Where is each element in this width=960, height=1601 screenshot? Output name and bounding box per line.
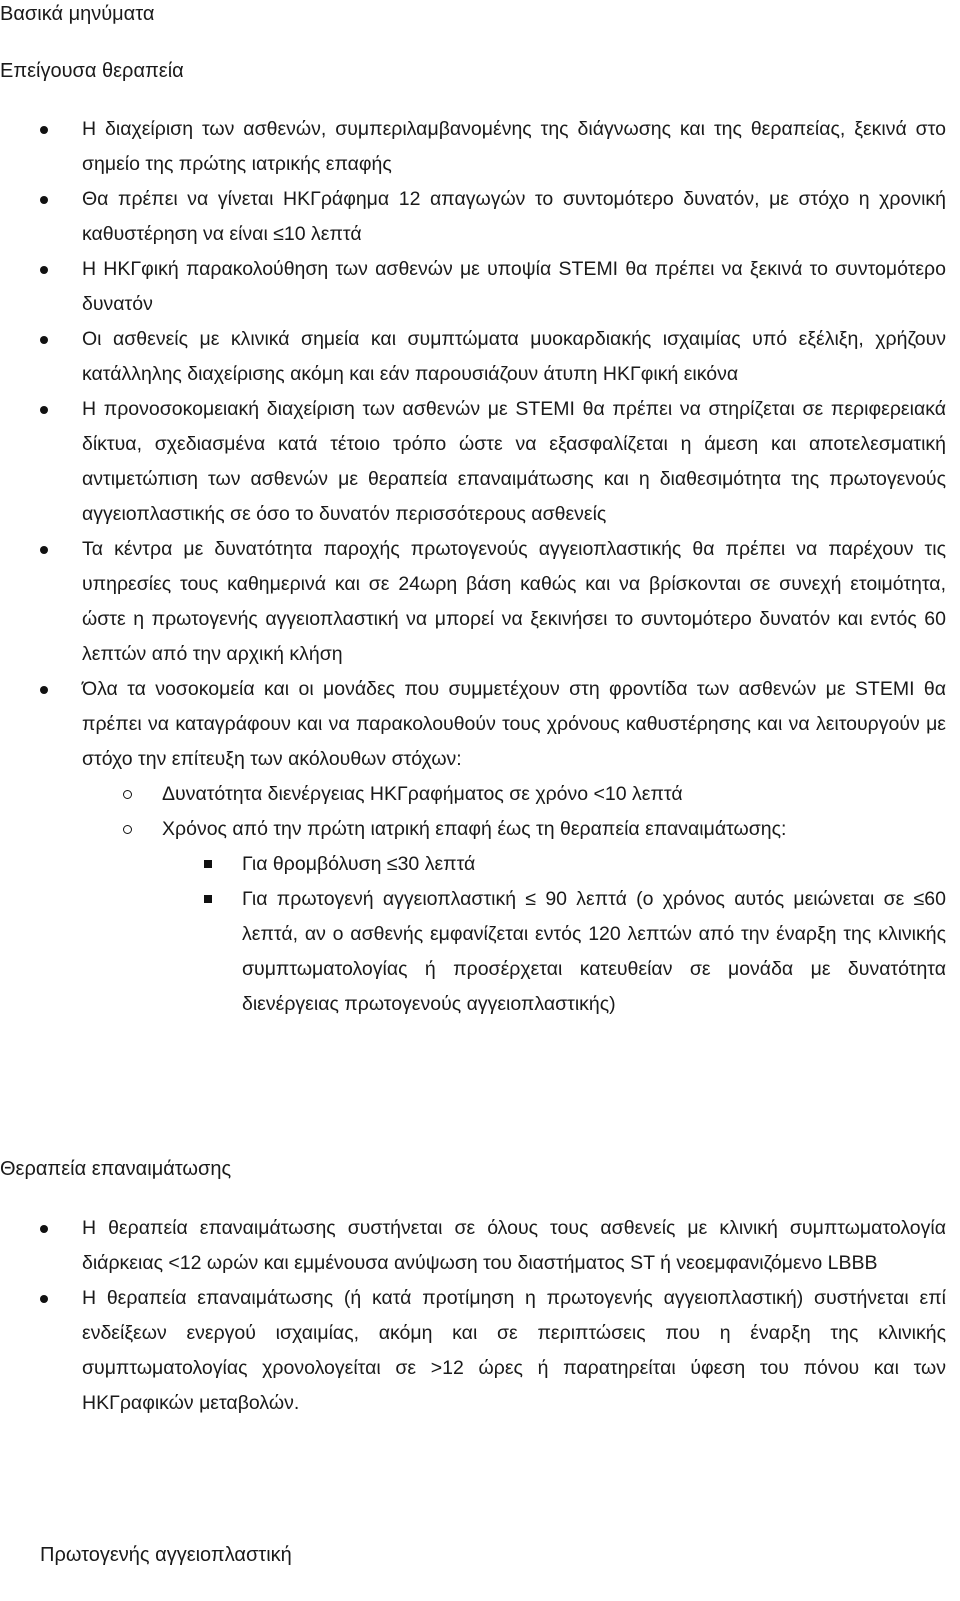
- section-title-urgent-therapy: Επείγουσα θεραπεία: [0, 60, 184, 82]
- sub-sub-list-item-text: Για πρωτογενή αγγειοπλαστική ≤ 90 λεπτά (ο χρόνος αυτός μειώνεται σε ≤60 λεπτά, αν ο ασθενής εμφανίζεται εντός 120 λεπτών από την έναρξη της κλινικής συμπτωματολογίας ή προσέρχεται κατευθείαν σε μονάδα με δυνατότητα διενέργειας πρωτογενούς αγγειοπλαστικής): [242, 888, 946, 1015]
- reperfusion-therapy-list: [0, 1211, 960, 1421]
- bullet-icon: [40, 266, 48, 274]
- list-item: [0, 322, 960, 392]
- bullet-icon: [40, 1225, 48, 1233]
- sub-sub-list-item: [162, 882, 946, 1022]
- list-item: [0, 392, 960, 532]
- sub-list-item: [82, 777, 946, 812]
- list-item-text: Η θεραπεία επαναιμάτωσης (ή κατά προτίμηση η πρωτογενής αγγειοπλαστική) συστήνεται επί ενδείξεων ενεργού ισχαιμίας, ακόμη και σε περιπτώσεις που η έναρξη της κλινικής συμπτωματολογίας χρονολογείται σε >12 ώρες ή παρατηρείται ύφεση του πόνου και των ΗΚΓραφικών μεταβολών.: [82, 1287, 946, 1414]
- bullet-icon: [40, 336, 48, 344]
- section-title-primary-angioplasty: Πρωτογενής αγγειοπλαστική: [40, 1544, 292, 1566]
- sub-list-item: [82, 812, 946, 1022]
- sub-sub-list: [162, 847, 946, 1022]
- urgent-therapy-list: [0, 112, 960, 1022]
- circle-bullet-icon: [123, 825, 132, 834]
- list-item-text: Όλα τα νοσοκομεία και οι μονάδες που συμμετέχουν στη φροντίδα των ασθενών με STEMI θα πρέπει να καταγράφουν και να παρακολουθούν τους χρόνους καθυστέρησης και να λειτουργούν με στόχο την επίτευξη των ακόλουθων στόχων:: [82, 678, 946, 770]
- bullet-icon: [40, 686, 48, 694]
- list-item-text: Η προνοσοκομειακή διαχείριση των ασθενών με STEMI θα πρέπει να στηρίζεται σε περιφερειακά δίκτυα, σχεδιασμένα κατά τέτοιο τρόπο ώστε να εξασφαλίζεται η άμεση και αποτελεσματική αντιμετώπιση των ασθενών με θεραπεία επαναιμάτωσης και η διαθεσιμότητα της πρωτογενούς αγγειοπλαστικής σε όσο το δυνατόν περισσότερους ασθενείς: [82, 398, 946, 525]
- list-item-text: Θα πρέπει να γίνεται ΗΚΓράφημα 12 απαγωγών το συντομότερο δυνατόν, με στόχο η χρονική καθυστέρηση να είναι ≤10 λεπτά: [82, 188, 946, 245]
- square-bullet-icon: [204, 860, 212, 868]
- list-item: [0, 1281, 960, 1421]
- sub-list-item-text: Χρόνος από την πρώτη ιατρική επαφή έως τη θεραπεία επαναιμάτωσης:: [162, 818, 787, 840]
- bullet-icon: [40, 196, 48, 204]
- sub-list-item-text: Δυνατότητα διενέργειας ΗΚΓραφήματος σε χρόνο <10 λεπτά: [162, 783, 683, 805]
- bullet-icon: [40, 406, 48, 414]
- list-item: [0, 252, 960, 322]
- bullet-icon: [40, 546, 48, 554]
- square-bullet-icon: [204, 895, 212, 903]
- bullet-icon: [40, 1295, 48, 1303]
- list-item-text: Τα κέντρα με δυνατότητα παροχής πρωτογενούς αγγειοπλαστικής θα πρέπει να παρέχουν τις υπηρεσίες τους καθημερινά και σε 24ωρη βάση καθώς και να βρίσκονται σε συνεχή ετοιμότητα, ώστε η πρωτογενής αγγειοπλαστική να μπορεί να ξεκινήσει το συντομότερο δυνατόν και εντός 60 λεπτών από την αρχική κλήση: [82, 538, 946, 665]
- bullet-icon: [40, 126, 48, 134]
- list-item: [0, 1211, 960, 1281]
- document-title: Βασικά μηνύματα: [0, 3, 155, 25]
- list-item-text: Η ΗΚΓφική παρακολούθηση των ασθενών με υποψία STEMI θα πρέπει να ξεκινά το συντομότερο δυνατόν: [82, 258, 946, 315]
- list-item: [0, 182, 960, 252]
- sub-sub-list-item: [162, 847, 946, 882]
- list-item: [0, 672, 960, 1022]
- sub-list: [82, 777, 946, 1022]
- list-item: [0, 532, 960, 672]
- list-item-text: Οι ασθενείς με κλινικά σημεία και συμπτώματα μυοκαρδιακής ισχαιμίας υπό εξέλιξη, χρήζουν κατάλληλης διαχείρισης ακόμη και εάν παρουσιάζουν άτυπη ΗΚΓφική εικόνα: [82, 328, 946, 385]
- list-item: [0, 112, 960, 182]
- circle-bullet-icon: [123, 790, 132, 799]
- list-item-text: Η θεραπεία επαναιμάτωσης συστήνεται σε όλους τους ασθενείς με κλινική συμπτωματολογία διάρκειας <12 ωρών και εμμένουσα ανύψωση του διαστήματος ST ή νεοεμφανιζόμενο LBBB: [82, 1217, 946, 1274]
- section-title-reperfusion-therapy: Θεραπεία επαναιμάτωσης: [0, 1158, 232, 1180]
- sub-sub-list-item-text: Για θρομβόλυση ≤30 λεπτά: [242, 853, 476, 875]
- list-item-text: Η διαχείριση των ασθενών, συμπεριλαμβανομένης της διάγνωσης και της θεραπείας, ξεκινά στο σημείο της πρώτης ιατρικής επαφής: [82, 118, 946, 175]
